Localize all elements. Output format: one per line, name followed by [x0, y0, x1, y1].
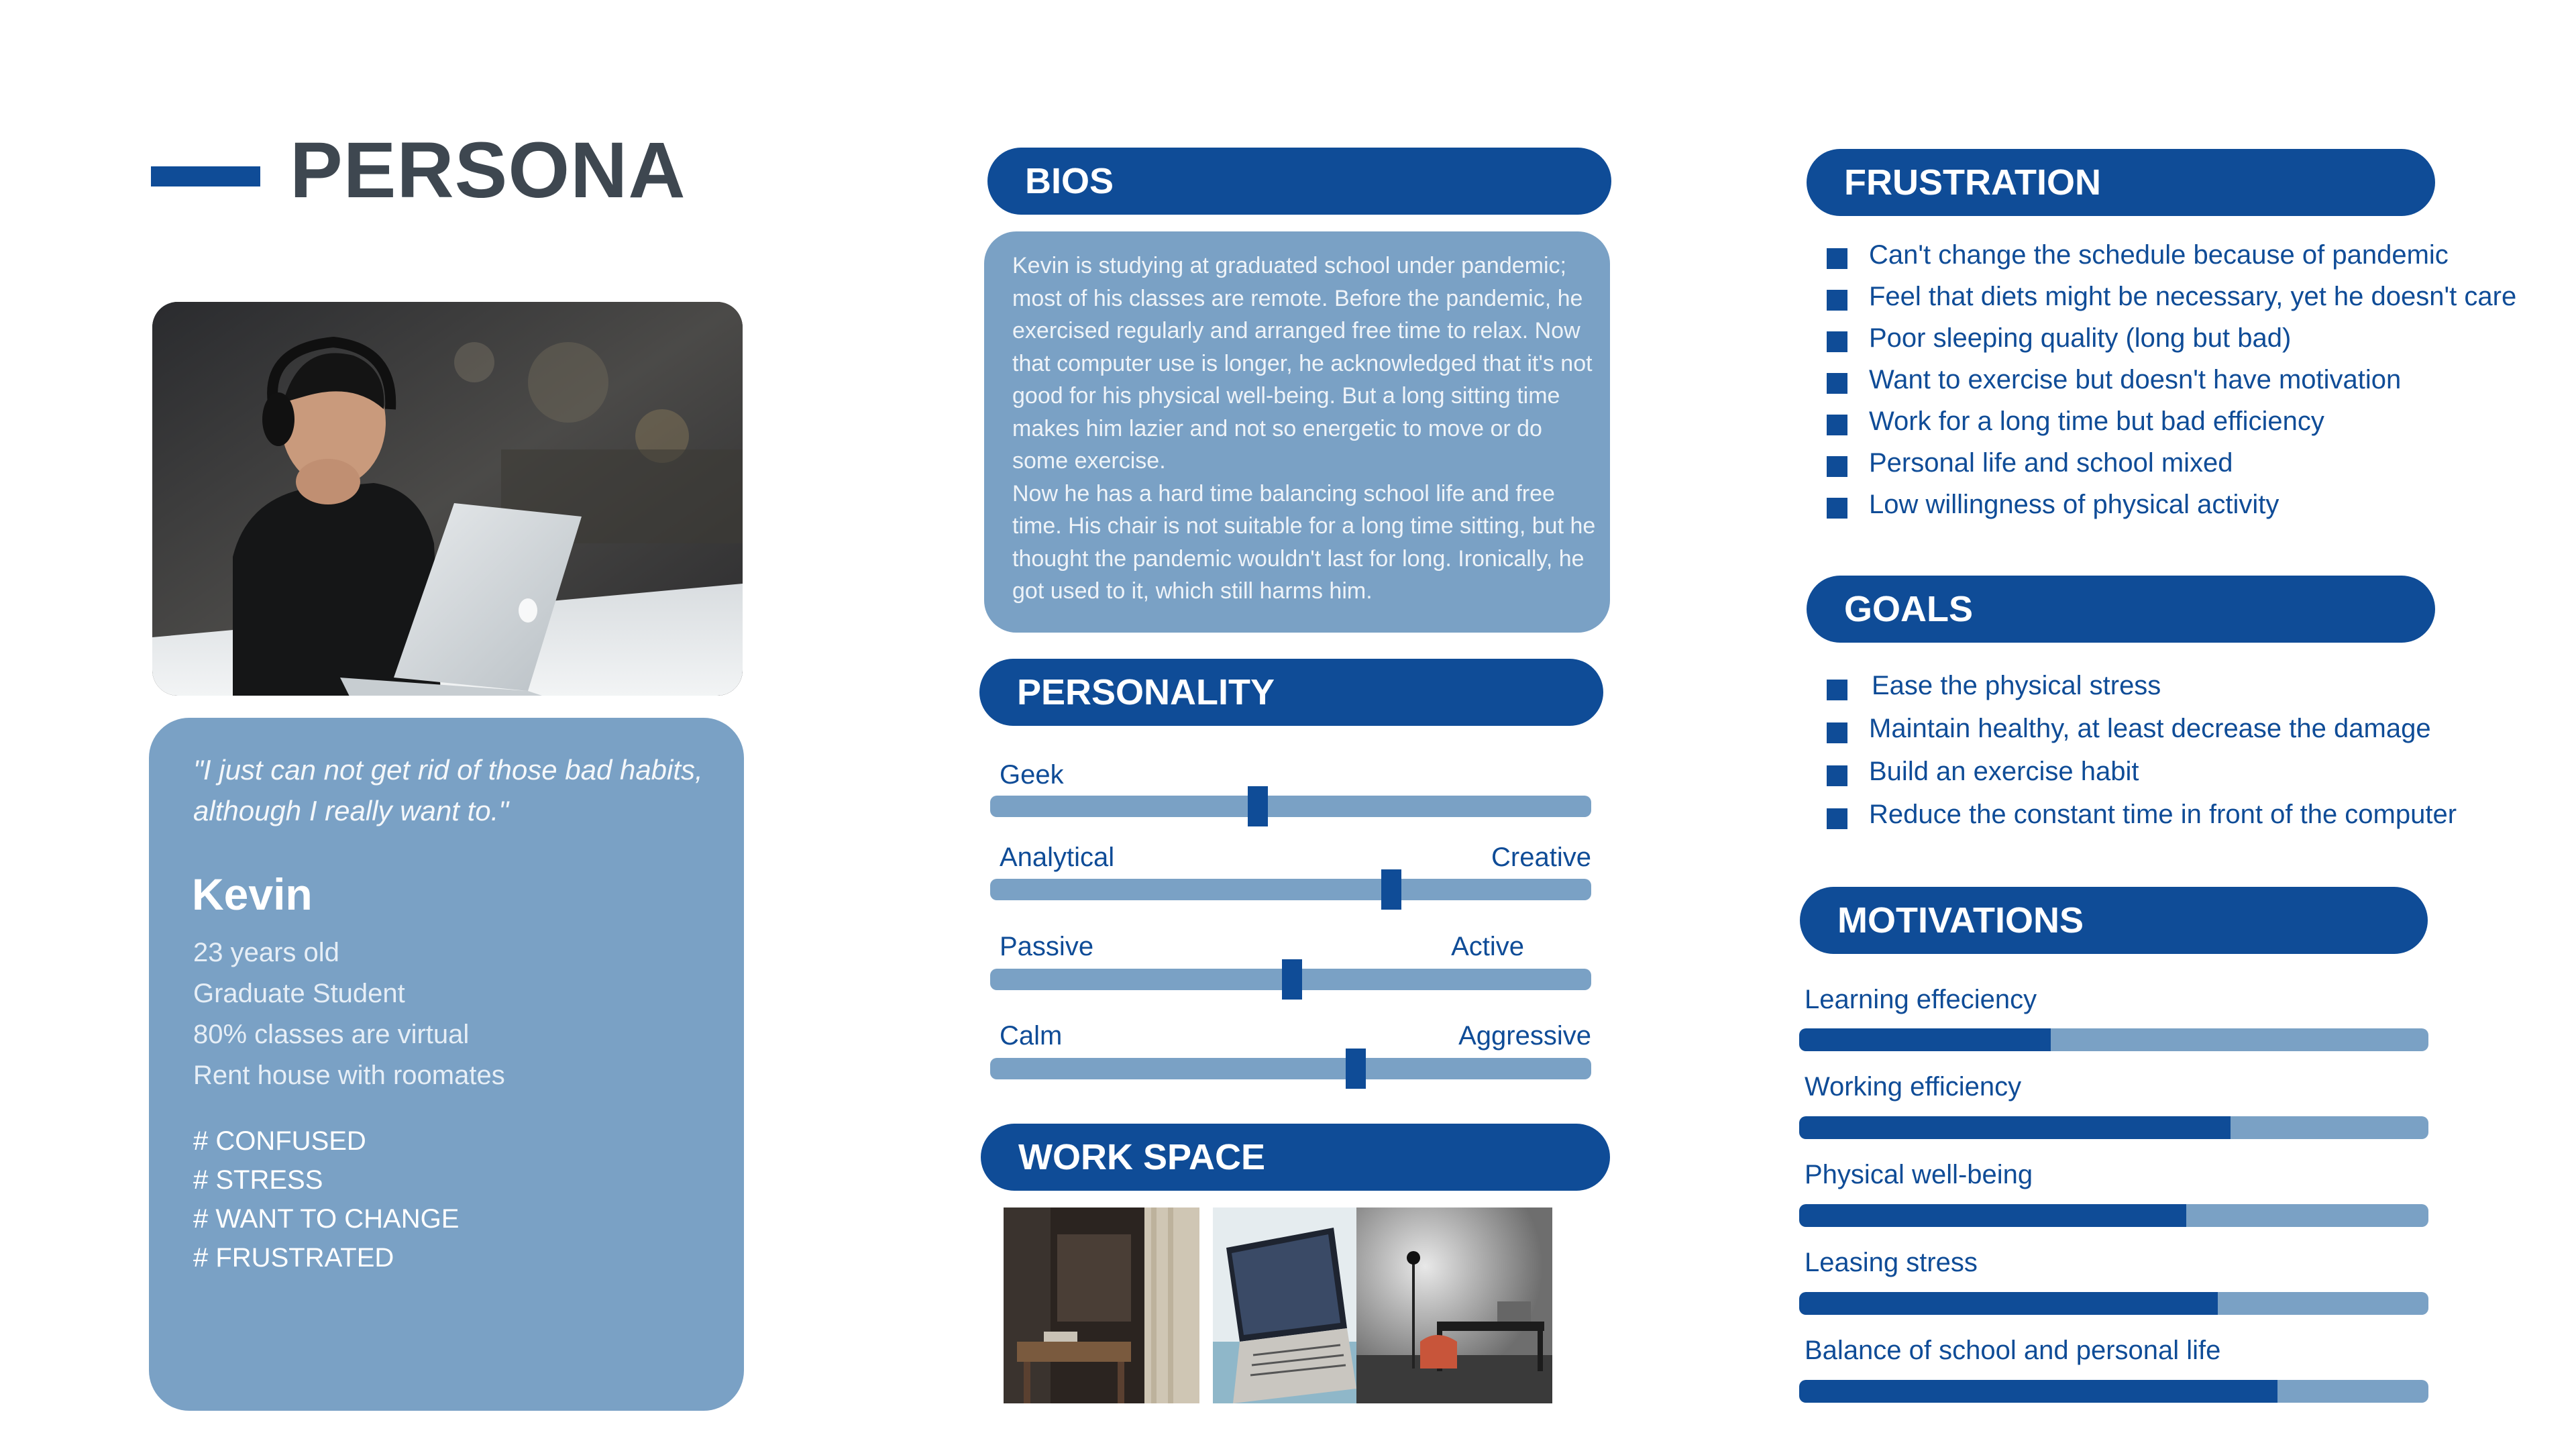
bullet-square [1827, 765, 1847, 786]
bullet-square [1827, 498, 1847, 519]
bios-paragraph: Now he has a hard time balancing school life and free time. His chair is not suitable for a long time sitting, but he thought the pandemic wouldn't last for long. Ironically, he got used to it, which still harms him. [1012, 480, 1596, 604]
workspace-heading: WORK SPACE [981, 1124, 1610, 1191]
motivation-label: Balance of school and personal life [1805, 1336, 2221, 1365]
personality-heading: PERSONALITY [979, 659, 1603, 726]
bullet-square [1827, 722, 1847, 743]
persona-name: Kevin [192, 869, 313, 919]
bullet-square [1827, 248, 1847, 269]
workspace-photo [1004, 1208, 1199, 1403]
bullet-square [1827, 456, 1847, 477]
persona-facts [193, 932, 505, 1096]
list-item: Low willingness of physical activity [1869, 490, 2279, 519]
trait-slider-track [990, 796, 1591, 817]
bullet-square [1827, 680, 1847, 700]
persona-tags [193, 1122, 459, 1277]
bios-text [1012, 250, 1596, 608]
tag: # FRUSTRATED [193, 1243, 394, 1273]
list-item: Poor sleeping quality (long but bad) [1869, 323, 2292, 353]
bullet-square [1827, 331, 1847, 352]
trait-slider-track [990, 879, 1591, 900]
tag: # STRESS [193, 1165, 323, 1195]
list-item: Personal life and school mixed [1869, 448, 2233, 478]
trait-right-label: Aggressive [1458, 1021, 1591, 1051]
motivations-heading: MOTIVATIONS [1800, 887, 2428, 954]
motivation-bar-fill [1799, 1204, 2186, 1227]
list-item: Feel that diets might be necessary, yet he doesn't care [1869, 282, 2517, 311]
bullet-square [1827, 373, 1847, 394]
trait-left-label: Calm [1000, 1021, 1063, 1051]
motivation-bar-fill [1799, 1380, 2277, 1403]
motivation-bar [1799, 1204, 2428, 1227]
page-title: PERSONA [290, 126, 686, 215]
list-item: Reduce the constant time in front of the computer [1869, 800, 2457, 829]
fact-housing: Rent house with roomates [193, 1061, 505, 1090]
goals-heading: GOALS [1807, 576, 2435, 643]
list-item: Can't change the schedule because of pandemic [1869, 240, 2449, 270]
trait-slider-track [990, 1058, 1591, 1079]
trait-left-label: Passive [1000, 932, 1094, 961]
list-item: Work for a long time but bad efficiency [1869, 407, 2324, 436]
list-item: Ease the physical stress [1872, 671, 2161, 700]
bullet-square [1827, 808, 1847, 829]
trait-slider-thumb[interactable] [1248, 786, 1268, 826]
frustration-heading: FRUSTRATION [1807, 149, 2435, 216]
motivation-bar [1799, 1116, 2428, 1139]
fact-classes: 80% classes are virtual [193, 1020, 470, 1049]
trait-right-label: Creative [1491, 843, 1591, 872]
trait-left-label: Geek [1000, 760, 1064, 790]
motivation-bar-fill [1799, 1292, 2218, 1315]
workspace-photo [1356, 1208, 1552, 1403]
persona-photo [152, 302, 743, 696]
trait-slider-thumb[interactable] [1381, 869, 1401, 910]
motivation-bar [1799, 1292, 2428, 1315]
fact-occupation: Graduate Student [193, 979, 405, 1008]
bios-heading: BIOS [987, 148, 1611, 215]
trait-left-label: Analytical [1000, 843, 1115, 872]
fact-age: 23 years old [193, 938, 339, 967]
motivation-label: Learning effeciency [1805, 985, 2037, 1014]
list-item: Want to exercise but doesn't have motivation [1869, 365, 2402, 394]
bios-paragraph: Kevin is studying at graduated school under pandemic; most of his classes are remote. Before the pandemic, he exercised regularly and arranged free time to relax. Now that computer use is longer, he acknowledged that it's not good for his physical well-being. But a long sitting time makes him lazier and not so energetic to move or do some exercise. [1012, 253, 1593, 474]
list-item: Maintain healthy, at least decrease the damage [1869, 714, 2431, 743]
persona-quote: "I just can not get rid of those bad habits, although I really want to." [193, 754, 703, 826]
tag: # WANT TO CHANGE [193, 1204, 460, 1234]
motivation-bar-fill [1799, 1028, 2051, 1051]
title-accent-bar [151, 166, 260, 186]
motivation-bar-fill [1799, 1116, 2231, 1139]
bullet-square [1827, 415, 1847, 435]
trait-slider-thumb[interactable] [1282, 959, 1302, 1000]
motivation-label: Leasing stress [1805, 1248, 1978, 1277]
trait-slider-thumb[interactable] [1346, 1049, 1366, 1089]
motivation-label: Working efficiency [1805, 1072, 2022, 1102]
motivation-bar [1799, 1028, 2428, 1051]
trait-right-label: Active [1451, 932, 1524, 961]
motivation-label: Physical well-being [1805, 1160, 2033, 1189]
workspace-photo [1213, 1208, 1356, 1403]
motivation-bar [1799, 1380, 2428, 1403]
bullet-square [1827, 290, 1847, 311]
list-item: Build an exercise habit [1869, 757, 2139, 786]
tag: # CONFUSED [193, 1126, 366, 1156]
